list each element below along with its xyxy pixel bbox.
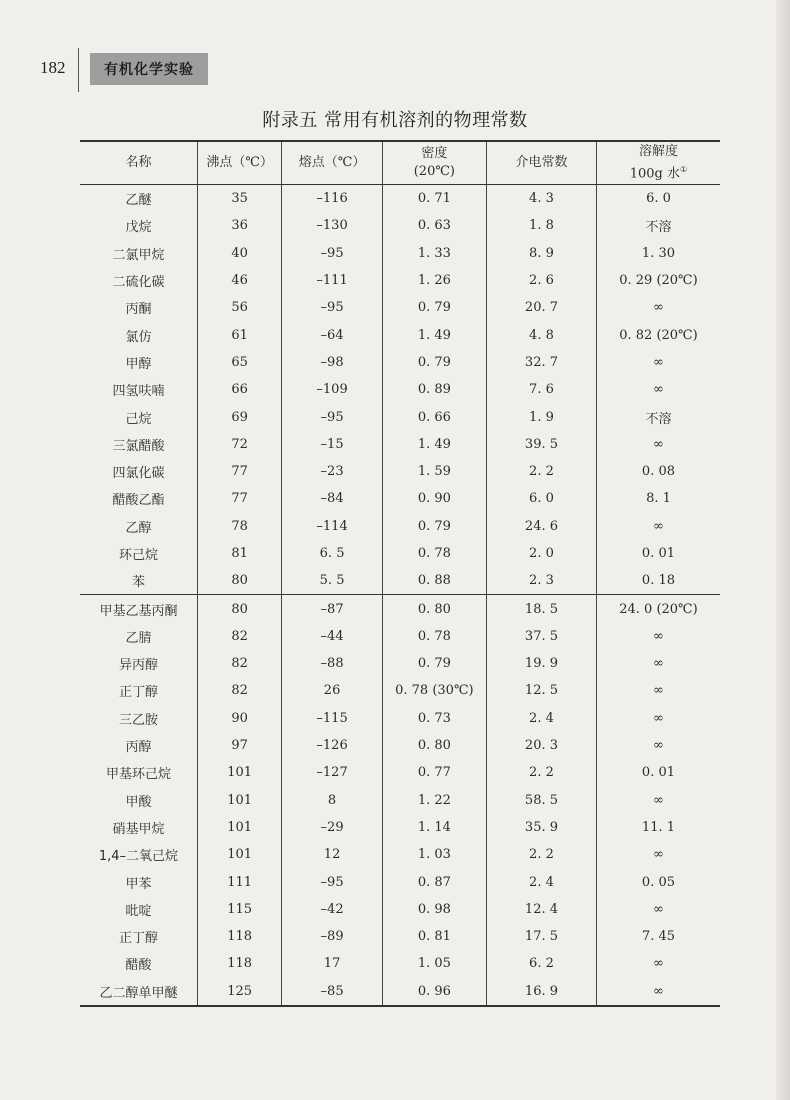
cell-solubility: ∞ [596, 623, 720, 650]
cell-melting-point: –64 [282, 321, 382, 348]
cell-name: 二氯甲烷 [112, 247, 165, 263]
cell-solubility: ∞ [596, 376, 720, 403]
cell-boiling-point: 56 [197, 294, 281, 321]
cell-melting-point: –126 [282, 732, 382, 759]
cell-density: 0. 88 [382, 567, 486, 595]
cell-solubility: 6. 0 [596, 185, 720, 213]
cell-dielectric: 12. 4 [486, 896, 596, 923]
table-row [80, 759, 720, 786]
cell-name: 硝基甲烷 [112, 821, 165, 837]
table-row [80, 294, 720, 321]
cell-solubility: ∞ [596, 349, 720, 376]
header-name: 名称 [80, 141, 197, 185]
cell-melting-point: 26 [282, 677, 382, 704]
cell-boiling-point: 65 [197, 349, 281, 376]
cell-name: 甲基环己烷 [105, 767, 171, 783]
cell-density: 1. 05 [382, 950, 486, 977]
cell-dielectric: 6. 2 [486, 950, 596, 977]
cell-solubility: 不溶 [596, 403, 720, 430]
cell-dielectric: 2. 6 [486, 267, 596, 294]
cell-boiling-point: 101 [197, 759, 281, 786]
cell-boiling-point: 82 [197, 650, 281, 677]
header-density-line2: (20℃) [413, 164, 455, 179]
cell-density: 0. 90 [382, 485, 486, 512]
cell-name: 乙腈 [125, 630, 152, 646]
cell-name: 三氯醋酸 [112, 438, 165, 454]
cell-dielectric: 4. 8 [486, 321, 596, 348]
solvent-constants-table [80, 140, 720, 1007]
cell-boiling-point: 77 [197, 485, 281, 512]
header-boiling-point: 沸点（℃） [197, 141, 281, 185]
cell-solubility: 0. 29 (20℃) [596, 267, 720, 294]
table-row [80, 787, 720, 814]
table-row [80, 567, 720, 595]
cell-dielectric: 37. 5 [486, 623, 596, 650]
cell-name: 环己烷 [118, 548, 158, 563]
cell-melting-point: –84 [282, 485, 382, 512]
cell-density: 1. 14 [382, 814, 486, 841]
cell-melting-point: 12 [282, 841, 382, 868]
cell-melting-point: –44 [282, 623, 382, 650]
cell-solubility: 0. 82 (20℃) [596, 321, 720, 348]
cell-dielectric: 20. 3 [486, 732, 596, 759]
cell-boiling-point: 80 [197, 567, 281, 595]
cell-name: 四氢呋喃 [112, 384, 165, 400]
cell-dielectric: 2. 4 [486, 705, 596, 732]
cell-melting-point: –95 [282, 240, 382, 267]
cell-solubility: 11. 1 [596, 814, 720, 841]
page-number: 182 [40, 58, 66, 77]
running-header [0, 48, 790, 92]
cell-name: 苯 [131, 575, 145, 591]
header-divider [78, 48, 79, 92]
cell-melting-point: –88 [282, 650, 382, 677]
cell-dielectric: 2. 2 [486, 841, 596, 868]
table-row [80, 376, 720, 403]
cell-boiling-point: 77 [197, 458, 281, 485]
page-edge-shadow [776, 0, 790, 1100]
cell-boiling-point: 101 [197, 841, 281, 868]
table-row [80, 431, 720, 458]
cell-name: 甲醇 [125, 356, 152, 372]
cell-density: 0. 78 [382, 623, 486, 650]
cell-boiling-point: 46 [197, 267, 281, 294]
cell-name: 正丁醇 [118, 685, 158, 701]
cell-solubility: ∞ [596, 787, 720, 814]
cell-melting-point: –89 [282, 923, 382, 950]
cell-density: 0. 63 [382, 212, 486, 239]
cell-name: 己烷 [125, 411, 152, 427]
table-row [80, 212, 720, 239]
table-row [80, 595, 720, 623]
cell-solubility: ∞ [596, 978, 720, 1006]
cell-melting-point: 5. 5 [282, 567, 382, 595]
cell-density: 0. 78 (30℃) [382, 677, 486, 704]
cell-density: 0. 79 [382, 294, 486, 321]
cell-density: 1. 49 [382, 321, 486, 348]
header-solubility-line2-wrap [597, 161, 720, 183]
table-header-row [80, 141, 720, 185]
cell-boiling-point: 90 [197, 705, 281, 732]
cell-melting-point: –23 [282, 458, 382, 485]
cell-name: 甲酸 [125, 794, 152, 810]
cell-name: 戊烷 [125, 220, 152, 236]
table-row [80, 923, 720, 950]
cell-melting-point: –116 [282, 185, 382, 213]
cell-solubility: 0. 08 [596, 458, 720, 485]
cell-density: 1. 49 [382, 431, 486, 458]
cell-dielectric: 2. 4 [486, 868, 596, 895]
cell-density: 0. 80 [382, 595, 486, 623]
cell-melting-point: –114 [282, 513, 382, 540]
cell-melting-point: –85 [282, 978, 382, 1006]
cell-solubility: 24. 0 (20℃) [596, 595, 720, 623]
cell-density: 0. 87 [382, 868, 486, 895]
cell-dielectric: 2. 0 [486, 540, 596, 567]
cell-boiling-point: 82 [197, 677, 281, 704]
cell-melting-point: –109 [282, 376, 382, 403]
cell-density: 0. 96 [382, 978, 486, 1006]
cell-solubility: ∞ [596, 841, 720, 868]
table-row [80, 732, 720, 759]
cell-solubility: 不溶 [596, 212, 720, 239]
cell-name: 正丁醇 [118, 931, 158, 947]
table-row [80, 267, 720, 294]
cell-boiling-point: 72 [197, 431, 281, 458]
cell-name: 吡啶 [125, 903, 152, 919]
appendix-title: 附录五 常用有机溶剂的物理常数 [262, 110, 528, 131]
cell-solubility: 1. 30 [596, 240, 720, 267]
table-row [80, 623, 720, 650]
cell-boiling-point: 61 [197, 321, 281, 348]
cell-dielectric: 39. 5 [486, 431, 596, 458]
cell-dielectric: 7. 6 [486, 376, 596, 403]
cell-solubility: ∞ [596, 294, 720, 321]
table-row [80, 240, 720, 267]
cell-dielectric: 12. 5 [486, 677, 596, 704]
cell-density: 0. 66 [382, 403, 486, 430]
cell-dielectric: 24. 6 [486, 513, 596, 540]
cell-dielectric: 2. 2 [486, 458, 596, 485]
cell-solubility: ∞ [596, 950, 720, 977]
cell-dielectric: 19. 9 [486, 650, 596, 677]
cell-boiling-point: 118 [197, 950, 281, 977]
cell-density: 0. 77 [382, 759, 486, 786]
cell-boiling-point: 125 [197, 978, 281, 1006]
table-row [80, 540, 720, 567]
cell-boiling-point: 101 [197, 787, 281, 814]
cell-dielectric: 2. 3 [486, 567, 596, 595]
cell-solubility: 0. 18 [596, 567, 720, 595]
cell-density: 0. 98 [382, 896, 486, 923]
cell-solubility: ∞ [596, 896, 720, 923]
header-density-line1: 密度 [421, 146, 448, 161]
cell-solubility: ∞ [596, 513, 720, 540]
cell-solubility: 0. 01 [596, 759, 720, 786]
table-row [80, 650, 720, 677]
cell-name: 醋酸乙酯 [112, 493, 165, 509]
cell-solubility: ∞ [596, 431, 720, 458]
header-melting-point: 熔点（℃） [282, 141, 382, 185]
cell-dielectric: 6. 0 [486, 485, 596, 512]
cell-melting-point: –98 [282, 349, 382, 376]
cell-boiling-point: 69 [197, 403, 281, 430]
cell-name: 甲苯 [125, 876, 152, 892]
cell-solubility: 7. 45 [596, 923, 720, 950]
cell-boiling-point: 118 [197, 923, 281, 950]
cell-name: 丙醇 [125, 740, 152, 756]
cell-dielectric: 1. 8 [486, 212, 596, 239]
cell-density: 0. 73 [382, 705, 486, 732]
table-row [80, 814, 720, 841]
cell-density: 1. 59 [382, 458, 486, 485]
cell-dielectric: 1. 9 [486, 403, 596, 430]
table-row [80, 403, 720, 430]
cell-boiling-point: 111 [197, 868, 281, 895]
cell-melting-point: –95 [282, 294, 382, 321]
cell-density: 1. 33 [382, 240, 486, 267]
cell-density: 1. 26 [382, 267, 486, 294]
cell-melting-point: –42 [282, 896, 382, 923]
table-row [80, 705, 720, 732]
table-row [80, 321, 720, 348]
table-row [80, 185, 720, 213]
cell-density: 0. 78 [382, 540, 486, 567]
header-dielectric: 介电常数 [486, 141, 596, 185]
table-body [80, 185, 720, 1006]
cell-density: 0. 79 [382, 513, 486, 540]
cell-density: 0. 79 [382, 349, 486, 376]
header-density [382, 141, 486, 185]
cell-melting-point: –115 [282, 705, 382, 732]
cell-name: 异丙醇 [118, 658, 158, 674]
table-row [80, 950, 720, 977]
cell-melting-point: –87 [282, 595, 382, 623]
cell-name: 三乙胺 [118, 712, 158, 728]
cell-dielectric: 4. 3 [486, 185, 596, 213]
cell-density: 1. 22 [382, 787, 486, 814]
cell-solubility: 0. 01 [596, 540, 720, 567]
cell-solubility: ∞ [596, 650, 720, 677]
cell-melting-point: 6. 5 [282, 540, 382, 567]
cell-name: 醋酸 [125, 958, 152, 974]
cell-name: 乙醚 [125, 193, 152, 209]
cell-density: 0. 89 [382, 376, 486, 403]
table-row [80, 868, 720, 895]
table-row [80, 978, 720, 1006]
cell-boiling-point: 36 [197, 212, 281, 239]
header-solubility [596, 141, 720, 185]
table-row [80, 841, 720, 868]
table-row [80, 677, 720, 704]
cell-boiling-point: 115 [197, 896, 281, 923]
cell-solubility: ∞ [596, 732, 720, 759]
cell-dielectric: 20. 7 [486, 294, 596, 321]
cell-melting-point: –127 [282, 759, 382, 786]
cell-melting-point: –95 [282, 868, 382, 895]
cell-boiling-point: 80 [197, 595, 281, 623]
cell-name: 二硫化碳 [112, 275, 165, 291]
cell-name: 乙二醇单甲醚 [80, 978, 197, 1006]
cell-density: 0. 71 [382, 185, 486, 213]
table-row [80, 485, 720, 512]
cell-name: 甲基乙基丙酮 [80, 595, 197, 623]
cell-melting-point: 8 [282, 787, 382, 814]
cell-boiling-point: 40 [197, 240, 281, 267]
cell-dielectric: 8. 9 [486, 240, 596, 267]
table-row [80, 896, 720, 923]
cell-melting-point: 17 [282, 950, 382, 977]
cell-boiling-point: 35 [197, 185, 281, 213]
cell-dielectric: 2. 2 [486, 759, 596, 786]
cell-name: 四氯化碳 [112, 466, 165, 482]
cell-boiling-point: 82 [197, 623, 281, 650]
cell-melting-point: –15 [282, 431, 382, 458]
cell-name: 1,4–二氧己烷 [98, 849, 179, 865]
cell-solubility: 8. 1 [596, 485, 720, 512]
cell-boiling-point: 81 [197, 540, 281, 567]
cell-boiling-point: 66 [197, 376, 281, 403]
table-row [80, 513, 720, 540]
cell-melting-point: –111 [282, 267, 382, 294]
cell-name: 氯仿 [125, 329, 152, 345]
cell-dielectric: 35. 9 [486, 814, 596, 841]
cell-solubility: 0. 05 [596, 868, 720, 895]
table-row [80, 349, 720, 376]
cell-density: 0. 81 [382, 923, 486, 950]
cell-dielectric: 18. 5 [486, 595, 596, 623]
cell-solubility: ∞ [596, 677, 720, 704]
header-solubility-line1: 溶解度 [638, 143, 678, 159]
table-row [80, 458, 720, 485]
cell-boiling-point: 97 [197, 732, 281, 759]
cell-melting-point: –130 [282, 212, 382, 239]
cell-density: 0. 80 [382, 732, 486, 759]
cell-dielectric: 17. 5 [486, 923, 596, 950]
header-solubility-line2: 100g 水 [629, 166, 681, 182]
cell-melting-point: –29 [282, 814, 382, 841]
cell-density: 1. 03 [382, 841, 486, 868]
book-title-badge: 有机化学实验 [90, 53, 208, 85]
cell-solubility: ∞ [596, 705, 720, 732]
cell-dielectric: 16. 9 [486, 978, 596, 1006]
cell-name: 丙酮 [125, 302, 152, 318]
footnote-marker: ① [680, 164, 688, 174]
cell-name: 乙醇 [125, 520, 152, 536]
cell-boiling-point: 101 [197, 814, 281, 841]
cell-melting-point: –95 [282, 403, 382, 430]
cell-dielectric: 32. 7 [486, 349, 596, 376]
cell-dielectric: 58. 5 [486, 787, 596, 814]
cell-boiling-point: 78 [197, 513, 281, 540]
cell-density: 0. 79 [382, 650, 486, 677]
